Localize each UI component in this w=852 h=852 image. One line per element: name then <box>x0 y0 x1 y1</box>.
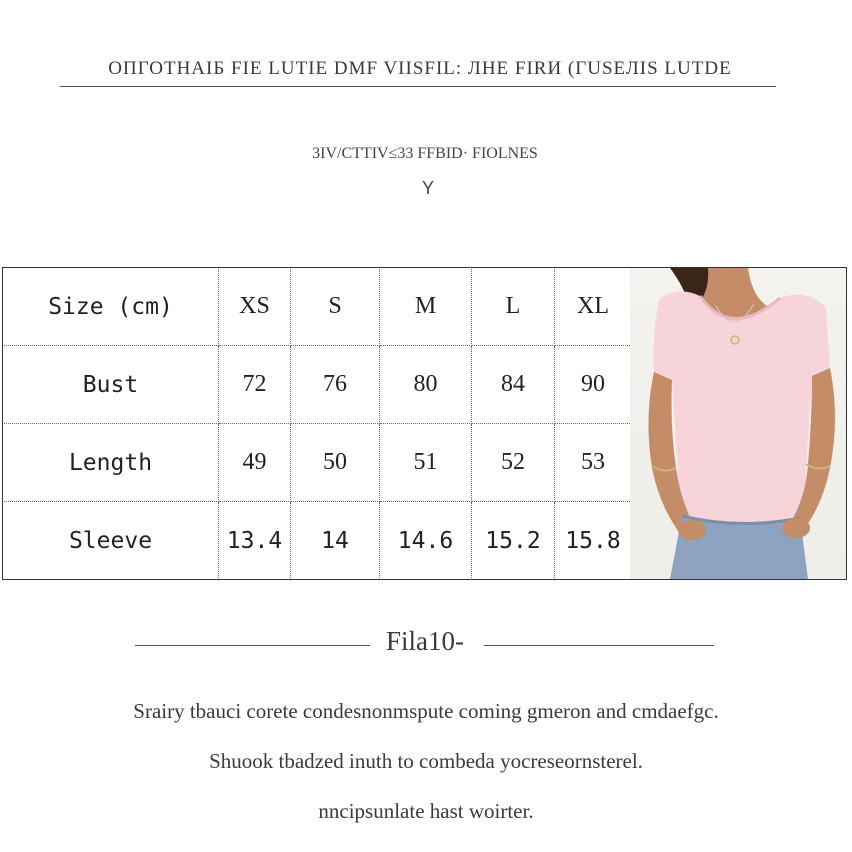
size-chart-table <box>2 267 632 580</box>
description-line-1: Srairy tbauci corete condesnonmspute coming gmeron and cmdaefgc. <box>133 699 719 723</box>
size-xs-header: XS <box>219 268 291 346</box>
section-title: Fila10- <box>386 626 464 656</box>
description-line-2: Shuook tbadzed inuth to combeda yocreseornsterel. <box>209 749 643 773</box>
header-subtitle: 3IV/СТТIV≤33 FFBID· FIOLNES <box>312 145 538 162</box>
row-label-length: Length <box>3 424 219 502</box>
table-cell: 15.2 <box>472 502 555 580</box>
table-cell: 76 <box>291 346 380 424</box>
table-cell: 15.8 <box>555 502 632 580</box>
section-divider-right <box>484 645 714 646</box>
table-cell: 14.6 <box>380 502 472 580</box>
table-cell: 84 <box>472 346 555 424</box>
row-label-sleeve: Sleeve <box>3 502 219 580</box>
table-row <box>3 502 632 580</box>
size-m-header: M <box>380 268 472 346</box>
row-label-bust: Bust <box>3 346 219 424</box>
table-cell: 50 <box>291 424 380 502</box>
size-l-header: L <box>472 268 555 346</box>
table-cell: 52 <box>472 424 555 502</box>
table-cell: 49 <box>219 424 291 502</box>
table-cell: 13.4 <box>219 502 291 580</box>
table-cell: 72 <box>219 346 291 424</box>
subtitle-mark: Y <box>421 178 434 198</box>
size-s-header: S <box>291 268 380 346</box>
header-divider <box>60 86 776 87</box>
description-line-3: nncipsunlate hast woirter. <box>318 799 534 823</box>
table-row <box>3 424 632 502</box>
table-cell: 53 <box>555 424 632 502</box>
table-cell: 80 <box>380 346 472 424</box>
table-cell: 14 <box>291 502 380 580</box>
table-cell: 90 <box>555 346 632 424</box>
product-model-photo <box>630 268 846 579</box>
table-row <box>3 346 632 424</box>
table-header-row <box>3 268 632 346</box>
size-header-cell: Size (cm) <box>3 268 219 346</box>
size-xl-header: XL <box>555 268 632 346</box>
table-cell: 51 <box>380 424 472 502</box>
section-divider-left <box>135 645 370 646</box>
header-title: ОПГОТНАIБ FIE LUTIE DMF VIISFIL: ЛНЕ FIRИ (ГUSЕЛIS LUTDE <box>108 58 732 79</box>
